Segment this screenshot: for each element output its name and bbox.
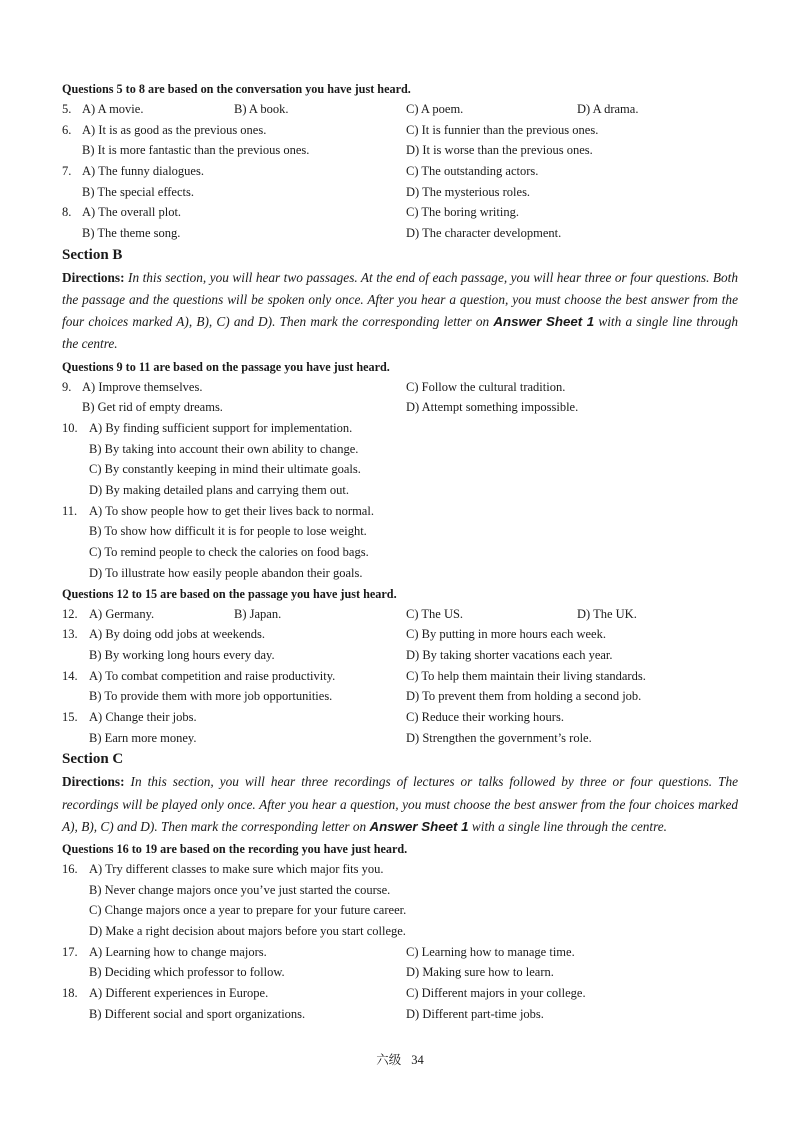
question-16-option-b [62,880,738,901]
option-b: B) By working long hours every day. [89,647,275,662]
option-c: C) It is funnier than the previous ones. [406,122,599,137]
question-number: 17. [62,944,78,959]
option-a: A) To combat competition and raise productivity. [89,668,336,683]
question-number: 9. [62,379,72,394]
question-10-option-d [62,480,738,501]
option-d: D) The UK. [577,606,637,621]
answer-sheet-label: Answer Sheet 1 [493,314,595,330]
question-number: 14. [62,668,78,683]
answer-sheet-label: Answer Sheet 1 [369,818,469,834]
option-c: C) Follow the cultural tradition. [406,379,566,394]
option-a: A) By finding sufficient support for implementation. [89,421,353,435]
question-number: 11. [62,503,78,518]
question-number: 10. [62,421,78,435]
question-15 [62,707,738,728]
option-c: C) Different majors in your college. [406,986,586,1001]
question-18 [62,983,738,1004]
option-b: B) To show how difficult it is for people to lose weight. [89,524,367,539]
option-b: B) Never change majors once you’ve just started the course. [89,882,391,897]
page-content [62,79,738,1024]
option-d: D) The character development. [406,226,562,241]
question-14-continued [62,686,738,707]
question-7-continued [62,182,738,203]
option-d: D) A drama. [577,102,639,116]
directions-text: In this section, you will hear two passages. At the end of each passage, you will hear three or four questions. Both the passage and the questions will be spoken only once. After you hear a question, you must choose the best answer from the four choices marked A), B), C) and D). Then mark the corresponding letter on [62,269,738,330]
option-a: A) A movie. [82,102,144,116]
question-10 [62,418,738,439]
option-c: C) By constantly keeping in mind their ultimate goals. [89,462,361,477]
question-11-option-c [62,542,738,563]
question-group-header: Questions 5 to 8 are based on the conversation you have just heard. [62,82,411,96]
option-a: A) Learning how to change majors. [89,944,267,959]
directions-end: with a single line through the centre. [62,314,739,352]
option-a: A) It is as good as the previous ones. [82,122,267,137]
option-d: D) Make a right decision about majors before you start college. [89,923,406,938]
option-b: B) Different social and sport organizations. [89,1006,306,1021]
question-9-continued [62,397,738,418]
option-c: C) To help them maintain their living standards. [406,668,646,683]
question-number: 12. [62,606,78,621]
question-group-header: Questions 16 to 19 are based on the recording you have just heard. [62,841,408,856]
question-14 [62,666,738,687]
option-d: D) By taking shorter vacations each year. [406,647,613,662]
option-a: A) By doing odd jobs at weekends. [89,627,266,642]
question-number: 8. [62,205,72,220]
question-16-option-c [62,900,738,921]
option-b: B) By taking into account their own ability to change. [89,441,359,456]
page-number: 34 [411,1053,424,1067]
option-c: C) Learning how to manage time. [406,944,575,959]
option-c: C) The outstanding actors. [406,164,539,179]
question-number: 6. [62,122,72,137]
option-a: A) Different experiences in Europe. [89,986,269,1001]
question-number: 16. [62,861,78,876]
question-11-option-b [62,521,738,542]
question-group-header: Questions 12 to 15 are based on the passage you have just heard. [62,586,397,601]
option-d: D) Strengthen the government’s role. [406,730,592,745]
section-b-directions [62,267,738,356]
question-17-continued [62,962,738,983]
option-b: B) A book. [234,102,289,116]
option-b: B) Japan. [234,606,282,621]
question-6-continued [62,140,738,161]
question-8-continued [62,223,738,244]
question-group-header: Questions 9 to 11 are based on the passage you have just heard. [62,359,390,374]
question-number: 18. [62,986,78,1001]
option-d: D) To illustrate how easily people abandon their goals. [89,565,363,580]
option-b: B) Deciding which professor to follow. [89,965,285,980]
option-a: A) The funny dialogues. [82,164,204,179]
question-5 [62,99,738,120]
option-d: D) The mysterious roles. [406,184,531,199]
option-d: D) It is worse than the previous ones. [406,143,593,158]
option-b: B) The theme song. [82,226,181,241]
option-d: D) Making sure how to learn. [406,965,554,980]
option-a: A) To show people how to get their lives back to normal. [89,503,374,518]
page-footer [0,1050,800,1068]
option-a: A) The overall plot. [82,205,182,220]
question-15-continued [62,728,738,749]
section-c-title: Section C [62,751,124,768]
question-11 [62,501,738,522]
option-c: C) To remind people to check the calories on food bags. [89,545,369,560]
directions-label: Directions: [62,774,125,790]
option-c: C) A poem. [406,102,464,116]
option-a: A) Germany. [89,606,155,621]
option-a: A) Change their jobs. [89,709,197,724]
question-17 [62,942,738,963]
question-10-option-b [62,439,738,460]
question-number: 5. [62,102,72,116]
question-12 [62,604,738,625]
question-13 [62,624,738,645]
option-c: C) Reduce their working hours. [406,709,564,724]
question-11-option-d [62,563,738,584]
option-b: B) Get rid of empty dreams. [82,400,223,415]
option-c: C) The boring writing. [406,205,519,220]
question-number: 7. [62,164,72,179]
option-c: C) By putting in more hours each week. [406,627,606,642]
option-d: D) To prevent them from holding a second job. [406,689,642,704]
question-18-continued [62,1004,738,1025]
section-c-directions [62,771,738,838]
question-7 [62,161,738,182]
option-b: B) Earn more money. [89,730,197,745]
question-13-continued [62,645,738,666]
question-8 [62,202,738,223]
option-d: D) Different part-time jobs. [406,1006,544,1021]
question-6 [62,120,738,141]
question-number: 15. [62,709,78,724]
question-16 [62,859,738,880]
option-c: C) Change majors once a year to prepare for your future career. [89,903,407,918]
option-b: B) To provide them with more job opportunities. [89,689,333,704]
section-b-title: Section B [62,246,123,263]
option-b: B) The special effects. [82,184,194,199]
option-d: D) By making detailed plans and carrying them out. [89,483,350,498]
question-9 [62,377,738,398]
directions-label: Directions: [62,269,125,285]
question-10-option-c [62,459,738,480]
question-16-option-d [62,921,738,942]
option-a: A) Try different classes to make sure which major fits you. [89,861,384,876]
option-c: C) The US. [406,606,464,621]
directions-end: with a single line through the centre. [471,818,667,834]
option-b: B) It is more fantastic than the previous ones. [82,143,310,158]
footer-label: 六级 [376,1053,402,1067]
option-a: A) Improve themselves. [82,379,203,394]
option-d: D) Attempt something impossible. [406,400,579,415]
directions-text: In this section, you will hear three recordings of lectures or talks followed by three or four questions. The recordings will be played only once. After you hear a question, you must choose the best answer from the four choices marked A), B), C) and D). Then mark the corresponding letter on [62,774,738,834]
question-number: 13. [62,627,78,642]
